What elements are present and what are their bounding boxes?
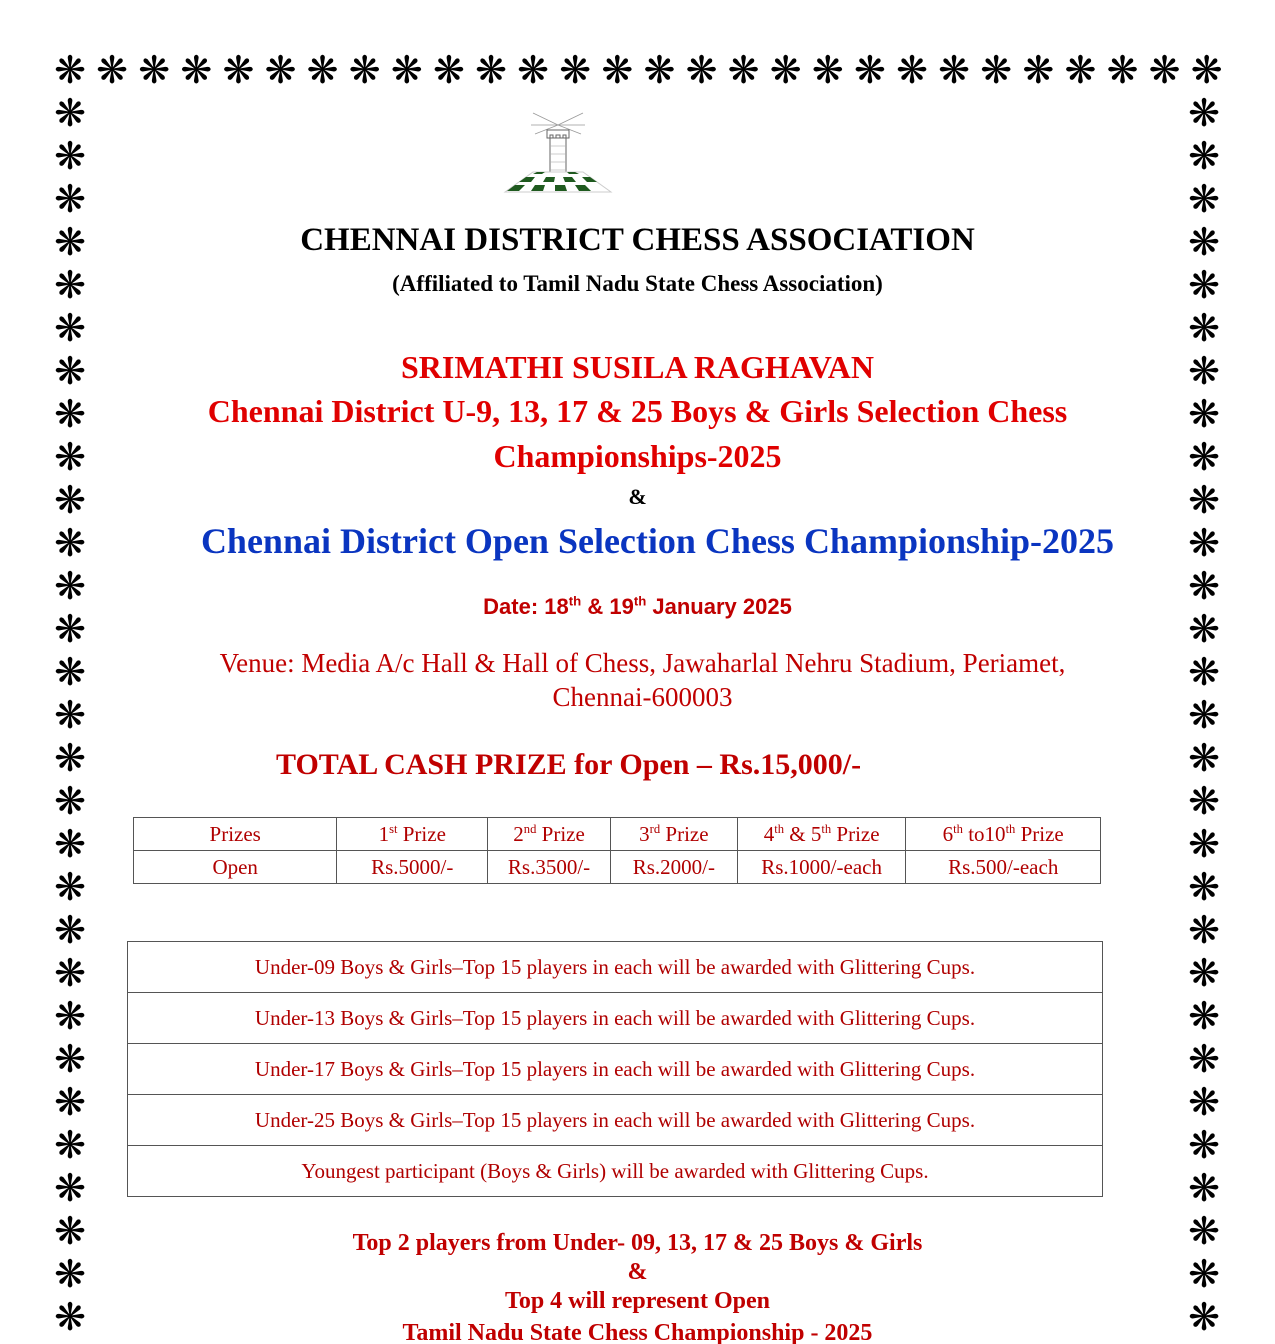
star-ornament-icon: ❋ xyxy=(1188,1166,1220,1210)
header-text: 4 xyxy=(763,821,775,846)
venue-line2: Chennai-600003 xyxy=(552,682,733,712)
star-ornament-icon: ❋ xyxy=(1188,177,1220,221)
star-ornament-icon: ❋ xyxy=(1188,1295,1220,1339)
star-ornament-icon: ❋ xyxy=(348,48,381,92)
header-text: Prizes xyxy=(209,821,261,846)
header-text: 6 xyxy=(942,821,954,846)
header-text: 2 xyxy=(513,821,524,846)
star-ornament-icon: ❋ xyxy=(96,48,129,92)
star-ornament-icon: ❋ xyxy=(180,48,213,92)
cups-row xyxy=(128,942,1103,993)
cups-row xyxy=(128,1095,1103,1146)
star-ornament-icon: ❋ xyxy=(1188,91,1220,135)
prize-cell: Rs.1000/-each xyxy=(737,851,906,884)
star-ornament-icon: ❋ xyxy=(54,1166,86,1210)
header-text: th xyxy=(1005,821,1016,836)
star-ornament-icon: ❋ xyxy=(54,91,86,135)
star-ornament-icon: ❋ xyxy=(54,736,86,780)
star-ornament-icon: ❋ xyxy=(54,478,86,522)
star-ornament-icon: ❋ xyxy=(54,134,86,178)
star-ornament-icon: ❋ xyxy=(559,48,592,92)
star-ornament-icon: ❋ xyxy=(1188,822,1220,866)
cups-row xyxy=(128,1146,1103,1197)
cups-row xyxy=(128,1044,1103,1095)
star-ornament-icon: ❋ xyxy=(54,263,86,307)
footer-line3: Top 4 will represent Open xyxy=(505,1288,770,1314)
star-ornament-icon: ❋ xyxy=(54,392,86,436)
header-text: Prize xyxy=(660,821,709,846)
date-sup: th xyxy=(633,593,647,609)
star-ornament-icon: ❋ xyxy=(54,951,86,995)
header-text: Prize xyxy=(831,821,880,846)
event-title-line1: Chennai District U-9, 13, 17 & 25 Boys & Girls Selection Chess xyxy=(207,393,1068,429)
date-part: & 19 xyxy=(581,594,634,619)
prize-table-header-row xyxy=(134,818,1101,851)
sponsor-name: SRIMATHI SUSILA RAGHAVAN xyxy=(400,349,874,385)
date-part: Date: 18 xyxy=(483,594,569,619)
cups-text: Under-09 Boys & Girls–Top 15 players in each will be awarded with Glittering Cups. xyxy=(128,942,1103,993)
star-ornament-icon: ❋ xyxy=(1188,736,1220,780)
star-ornament-icon: ❋ xyxy=(853,48,886,92)
venue-line1: Venue: Media A/c Hall & Hall of Chess, Jawaharlal Nehru Stadium, Periamet, xyxy=(219,648,1066,678)
star-ornament-icon: ❋ xyxy=(1188,1209,1220,1253)
star-ornament-icon: ❋ xyxy=(54,822,86,866)
star-ornament-icon: ❋ xyxy=(1188,1037,1220,1081)
header-text: Prize xyxy=(397,821,446,846)
header-text: th xyxy=(774,821,784,836)
star-ornament-icon: ❋ xyxy=(811,48,844,92)
star-ornament-icon: ❋ xyxy=(54,1252,86,1296)
star-ornament-icon: ❋ xyxy=(54,779,86,823)
header-text: 1 xyxy=(378,821,390,846)
star-ornament-icon: ❋ xyxy=(54,994,86,1038)
prize-header-cell xyxy=(337,818,488,851)
organization-title: CHENNAI DISTRICT CHESS ASSOCIATION xyxy=(300,222,975,258)
star-ornament-icon: ❋ xyxy=(643,48,676,92)
event-title-line2: Championships-2025 xyxy=(493,438,782,474)
star-ornament-icon: ❋ xyxy=(222,48,255,92)
star-ornament-icon: ❋ xyxy=(54,220,86,264)
star-ornament-icon: ❋ xyxy=(517,48,550,92)
date-part: January 2025 xyxy=(646,594,792,619)
date-sup: th xyxy=(568,593,582,609)
star-ornament-icon: ❋ xyxy=(54,693,86,737)
star-ornament-icon: ❋ xyxy=(54,865,86,909)
star-ornament-icon: ❋ xyxy=(727,48,760,92)
prize-header-cell xyxy=(610,818,737,851)
star-ornament-icon: ❋ xyxy=(1188,865,1220,909)
star-ornament-icon: ❋ xyxy=(306,48,339,92)
header-text: st xyxy=(389,821,398,836)
star-ornament-icon: ❋ xyxy=(54,48,86,92)
star-ornament-icon: ❋ xyxy=(1188,220,1220,264)
star-ornament-icon: ❋ xyxy=(1148,48,1181,92)
star-ornament-icon: ❋ xyxy=(54,177,86,221)
star-ornament-icon: ❋ xyxy=(1188,1252,1220,1296)
star-ornament-icon: ❋ xyxy=(1188,435,1220,479)
star-ornament-icon: ❋ xyxy=(1188,263,1220,307)
star-ornament-icon: ❋ xyxy=(1188,1080,1220,1124)
star-ornament-icon: ❋ xyxy=(54,521,86,565)
star-ornament-icon: ❋ xyxy=(769,48,802,92)
star-ornament-icon: ❋ xyxy=(685,48,718,92)
cups-text: Under-17 Boys & Girls–Top 15 players in each will be awarded with Glittering Cups. xyxy=(128,1044,1103,1095)
header-text: th xyxy=(953,821,963,836)
star-ornament-icon: ❋ xyxy=(1188,607,1220,651)
star-ornament-icon: ❋ xyxy=(54,1037,86,1081)
star-ornament-icon: ❋ xyxy=(1190,48,1223,92)
total-cash-prize: TOTAL CASH PRIZE for Open – Rs.15,000/- xyxy=(276,748,862,781)
star-ornament-icon: ❋ xyxy=(54,435,86,479)
star-ornament-icon: ❋ xyxy=(1188,1123,1220,1167)
star-ornament-icon: ❋ xyxy=(54,1123,86,1167)
star-ornament-icon: ❋ xyxy=(980,48,1013,92)
star-ornament-icon: ❋ xyxy=(1188,693,1220,737)
star-ornament-icon: ❋ xyxy=(54,650,86,694)
cups-text: Youngest participant (Boys & Girls) will be awarded with Glittering Cups. xyxy=(128,1146,1103,1197)
star-ornament-icon: ❋ xyxy=(1188,349,1220,393)
star-ornament-icon: ❋ xyxy=(896,48,928,92)
prize-table-row xyxy=(134,851,1101,884)
open-championship-title: Chennai District Open Selection Chess Championship-2025 xyxy=(200,521,1115,561)
star-ornament-icon: ❋ xyxy=(1064,48,1097,92)
star-ornament-icon: ❋ xyxy=(264,48,297,92)
affiliation-text: (Affiliated to Tamil Nadu State Chess Association) xyxy=(392,271,883,296)
chess-association-logo xyxy=(503,110,613,195)
header-text: Prize xyxy=(536,821,585,846)
star-ornament-icon: ❋ xyxy=(1188,994,1220,1038)
star-ornament-icon: ❋ xyxy=(1188,779,1220,823)
header-text: 3 xyxy=(639,821,650,846)
star-ornament-icon: ❋ xyxy=(1188,650,1220,694)
header-text: rd xyxy=(649,821,661,836)
star-ornament-icon: ❋ xyxy=(138,48,171,92)
star-ornament-icon: ❋ xyxy=(1188,908,1220,952)
cups-row xyxy=(128,993,1103,1044)
footer-line1: Top 2 players from Under- 09, 13, 17 & 25 Boys & Girls xyxy=(352,1230,923,1256)
ampersand: & xyxy=(628,484,647,509)
prize-cell: Open xyxy=(134,851,337,884)
star-ornament-icon: ❋ xyxy=(1188,564,1220,608)
star-ornament-icon: ❋ xyxy=(54,908,86,952)
star-ornament-icon: ❋ xyxy=(1106,48,1139,92)
star-ornament-icon: ❋ xyxy=(54,1295,86,1339)
star-ornament-icon: ❋ xyxy=(54,564,86,608)
star-ornament-icon: ❋ xyxy=(390,48,423,92)
footer-ampersand: & xyxy=(627,1259,648,1285)
star-ornament-icon: ❋ xyxy=(54,1209,86,1253)
star-ornament-icon: ❋ xyxy=(475,48,507,92)
star-ornament-icon: ❋ xyxy=(1188,951,1220,995)
header-text: nd xyxy=(523,821,537,836)
cups-table xyxy=(127,941,1103,1197)
star-ornament-icon: ❋ xyxy=(1188,521,1220,565)
prize-header-cell xyxy=(134,818,337,851)
star-ornament-icon: ❋ xyxy=(938,48,971,92)
prize-cell: Rs.500/-each xyxy=(906,851,1101,884)
header-text: to10 xyxy=(962,821,1006,846)
prize-cell: Rs.5000/- xyxy=(337,851,488,884)
star-ornament-icon: ❋ xyxy=(1188,478,1220,522)
prize-header-cell xyxy=(906,818,1101,851)
header-text: Prize xyxy=(1015,821,1064,846)
event-date xyxy=(0,594,1275,620)
star-ornament-icon: ❋ xyxy=(54,306,86,350)
star-ornament-icon: ❋ xyxy=(1188,306,1220,350)
cups-text: Under-13 Boys & Girls–Top 15 players in each will be awarded with Glittering Cups. xyxy=(128,993,1103,1044)
prize-table xyxy=(133,817,1101,884)
footer-line4: Tamil Nadu State Chess Championship - 2025 xyxy=(402,1320,873,1344)
star-ornament-icon: ❋ xyxy=(1188,134,1220,178)
header-text: & 5 xyxy=(784,821,822,846)
cups-text: Under-25 Boys & Girls–Top 15 players in each will be awarded with Glittering Cups. xyxy=(128,1095,1103,1146)
star-ornament-icon: ❋ xyxy=(432,48,465,92)
prize-cell: Rs.2000/- xyxy=(610,851,737,884)
star-ornament-icon: ❋ xyxy=(1022,48,1055,92)
star-ornament-icon: ❋ xyxy=(54,349,86,393)
star-ornament-icon: ❋ xyxy=(54,607,86,651)
prize-header-cell xyxy=(737,818,906,851)
star-ornament-icon: ❋ xyxy=(54,1080,86,1124)
star-ornament-icon: ❋ xyxy=(1188,392,1220,436)
star-ornament-icon: ❋ xyxy=(601,48,634,92)
header-text: th xyxy=(821,821,832,836)
prize-cell: Rs.3500/- xyxy=(488,851,611,884)
prize-header-cell xyxy=(488,818,611,851)
